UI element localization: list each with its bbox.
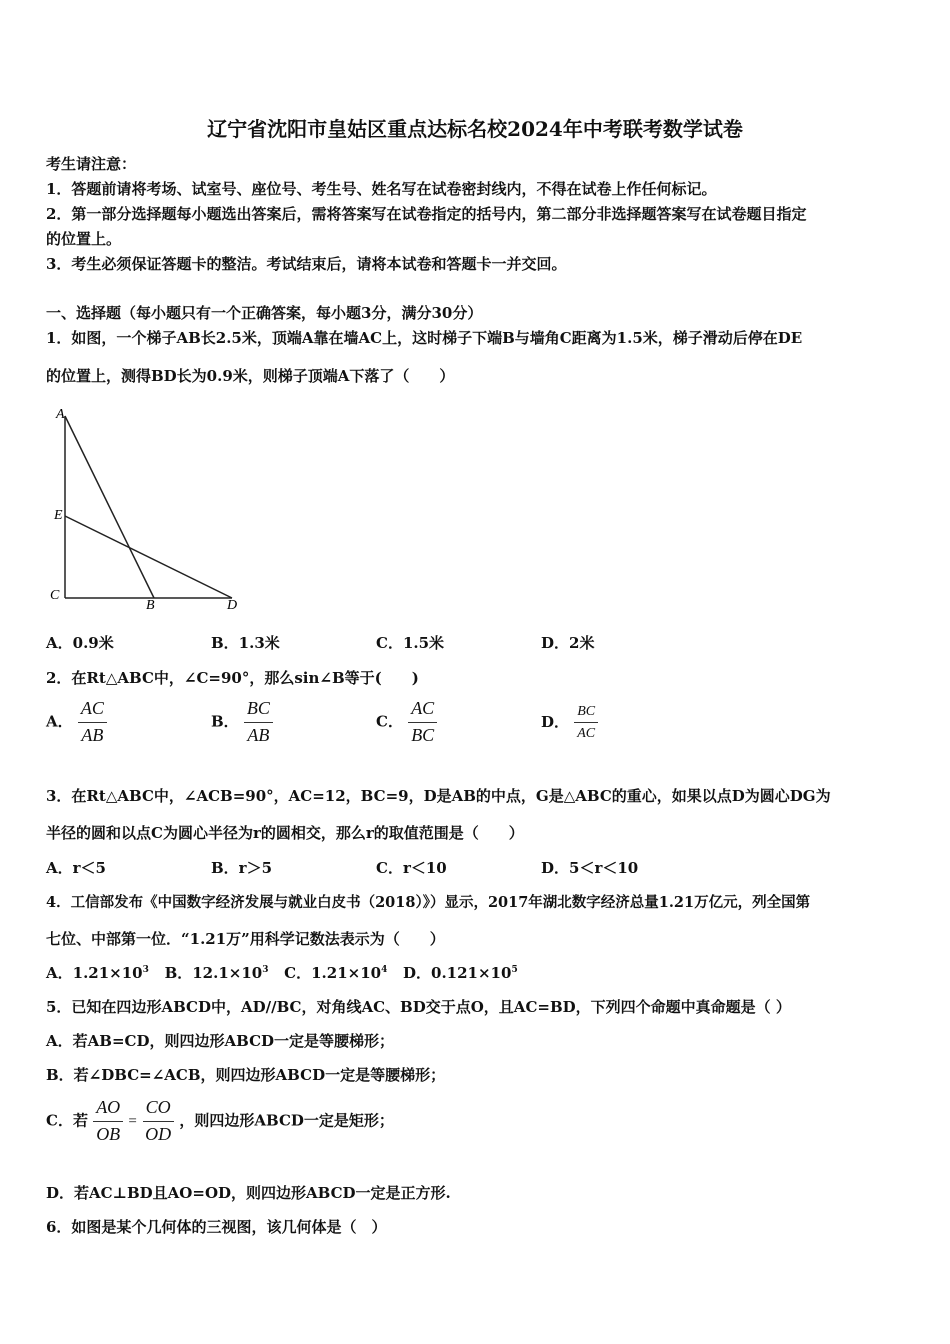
q1-option-b: B．1.3米 [211, 634, 280, 652]
q5-stem: 5．已知在四边形ABCD中，AD//BC，对角线AC、BD交于点O，且AC=BD，下列四个命题中真命题是（ ） [46, 998, 791, 1016]
label-c: C [50, 588, 60, 603]
q1-stem-cont: 的位置上，测得BD长为0.9米，则梯子顶端A下落了（ ） [46, 367, 455, 385]
option-tail: ，则四边形ABCD一定是矩形； [179, 1111, 394, 1130]
q4-option-b: B．$12.1\times 10^3$ [164, 964, 269, 982]
numerator: AC [408, 699, 437, 723]
q5-option-d: D．若AC⊥BD且AO=OD，则四边形ABCD一定是正方形. [46, 1184, 451, 1202]
fraction [78, 699, 107, 746]
denominator: OD [145, 1123, 172, 1144]
option-label: D． [541, 712, 570, 731]
denominator: AC [577, 726, 596, 742]
q5-option-c [46, 1098, 394, 1145]
q3-option-a: A．r＜5 [46, 859, 106, 877]
q5-option-a: A．若AB=CD，则四边形ABCD一定是等腰梯形； [46, 1032, 395, 1050]
fraction [408, 699, 437, 746]
notice-item: 2．第一部分选择题每小题选出答案后，需将答案写在试卷指定的括号内，第二部分非选择题答案写在试卷题目指定 [46, 205, 807, 223]
q3-option-b: B．r＞5 [211, 859, 273, 877]
q3-option-c: C．r＜10 [376, 859, 447, 877]
q2-option-d [541, 704, 598, 742]
numerator: BC [244, 699, 273, 723]
option-label: C．若 [46, 1111, 88, 1130]
numerator: AO [93, 1098, 123, 1122]
option-label: C． [376, 712, 403, 731]
denominator: AB [247, 724, 270, 745]
fraction [244, 699, 273, 746]
q2-option-b [211, 699, 273, 746]
q5-option-b: B．若∠DBC=∠ACB，则四边形ABCD一定是等腰梯形； [46, 1066, 446, 1084]
q6-stem: 6．如图是某个几何体的三视图，该几何体是（ ） [46, 1218, 387, 1236]
q4-stem-cont: 七位、中部第一位．“1.21万”用科学记数法表示为（ ） [46, 930, 445, 948]
q1-option-d: D．2米 [541, 634, 595, 652]
label-d: D [227, 598, 238, 613]
option-label: A． [46, 712, 73, 731]
notice-item: 1．答题前请将考场、试室号、座位号、考生号、姓名写在试卷密封线内，不得在试卷上作任何标记。 [46, 180, 717, 198]
ladder-figure [44, 398, 244, 618]
q4-stem: 4．工信部发布《中国数字经济发展与就业白皮书（2018）》）显示，2017年湖北数字经济总量1.21万亿元，列全国第 [46, 894, 811, 911]
q4-option-d: D．$0.121\times 10^5$ [403, 964, 518, 982]
numerator: CO [143, 1098, 174, 1122]
notice-heading: 考生请注意： [46, 155, 137, 173]
denominator: AB [81, 724, 104, 745]
notice-item: 3．考生必须保证答题卡的整洁。考试结束后，请将本试卷和答题卡一并交回。 [46, 255, 567, 273]
q1-option-a: A．0.9米 [46, 634, 114, 652]
q4-options [46, 962, 518, 983]
fraction [574, 704, 598, 742]
denominator: BC [411, 724, 435, 745]
numerator: BC [574, 704, 598, 723]
label-a: A [56, 407, 65, 422]
option-label: B． [211, 712, 239, 731]
notice-item: 的位置上。 [46, 230, 122, 248]
q3-stem-cont: 半径的圆和以点C为圆心半径为r的圆相交，那么r的取值范围是（ ） [46, 824, 524, 842]
fraction [93, 1098, 123, 1145]
label-b: B [146, 598, 155, 613]
q2-stem: 2．在Rt△ABC中，∠C=90°，那么sin∠B等于( ) [46, 669, 419, 687]
page-title: 辽宁省沈阳市皇姑区重点达标名校2024年中考联考数学试卷 [207, 117, 743, 141]
section-heading: 一、选择题（每小题只有一个正确答案，每小题3分，满分30分） [46, 304, 483, 322]
label-e: E [54, 508, 63, 523]
q4-option-a: A．$1.21\times 10^3$ [46, 964, 149, 982]
q4-option-c: C．$1.21\times 10^4$ [284, 964, 388, 982]
q1-option-c: C．1.5米 [376, 634, 445, 652]
denominator: OB [96, 1123, 121, 1144]
fraction [142, 1098, 174, 1145]
equals-sign: = [128, 1113, 137, 1130]
q3-stem: 3．在Rt△ABC中，∠ACB=90°，AC=12，BC=9，D是AB的中点，G是△ABC的重心，如果以点D为圆心DG为 [46, 787, 831, 805]
q1-stem: 1．如图，一个梯子AB长2.5米，顶端A靠在墙AC上，这时梯子下端B与墙角C距离为1.5米，梯子滑动后停在DE [46, 329, 803, 347]
q3-option-d: D．5＜r＜10 [541, 859, 639, 877]
q2-option-a [46, 699, 107, 746]
numerator: AC [78, 699, 107, 723]
q2-option-c [376, 699, 437, 746]
